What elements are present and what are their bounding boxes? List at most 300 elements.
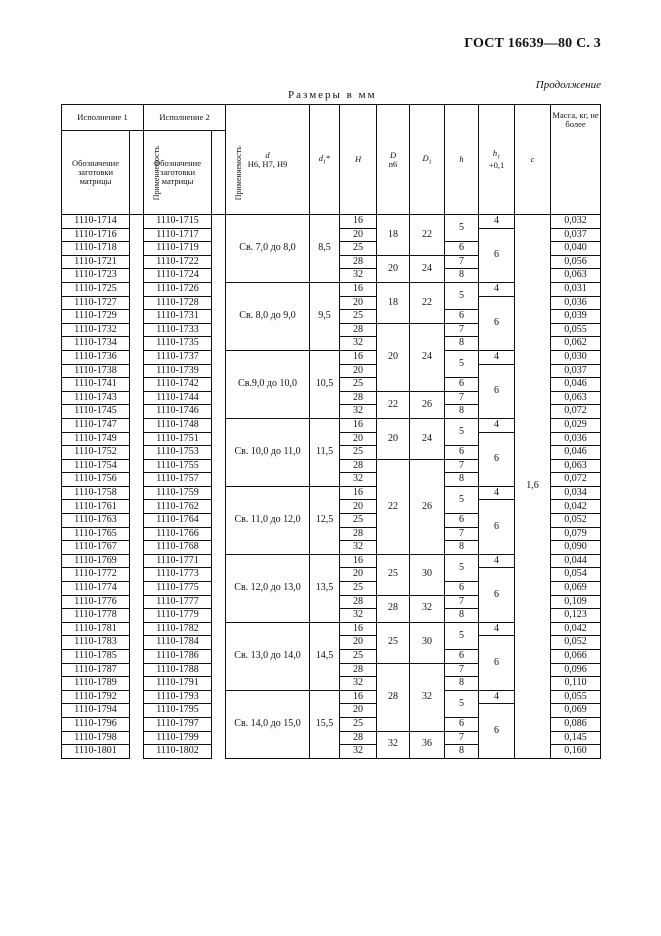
d1-value-cell: 9,5 bbox=[310, 282, 340, 350]
h-value-cell: 6 bbox=[445, 378, 479, 392]
h-value-cell: 8 bbox=[445, 473, 479, 487]
primenyaemost-2-cell bbox=[212, 677, 226, 691]
primenyaemost-1-cell bbox=[130, 269, 144, 283]
H-value-cell: 16 bbox=[340, 554, 377, 568]
primenyaemost-1-cell bbox=[130, 310, 144, 324]
mass-value-cell: 0,096 bbox=[551, 663, 601, 677]
h-value-cell: 5 bbox=[445, 690, 479, 717]
H-value-cell: 16 bbox=[340, 215, 377, 229]
H-value-cell: 20 bbox=[340, 500, 377, 514]
primenyaemost-1-cell bbox=[130, 731, 144, 745]
primenyaemost-1-cell bbox=[130, 473, 144, 487]
d-range-cell: Св. 10,0 до 11,0 bbox=[226, 418, 310, 486]
primenyaemost-2-cell bbox=[212, 663, 226, 677]
H-value-cell: 28 bbox=[340, 391, 377, 405]
oboznachenie-1-cell: 1110-1725 bbox=[62, 282, 130, 296]
mass-value-cell: 0,054 bbox=[551, 568, 601, 582]
oboznachenie-1-cell: 1110-1792 bbox=[62, 690, 130, 704]
mass-value-cell: 0,046 bbox=[551, 378, 601, 392]
primenyaemost-2-cell bbox=[212, 568, 226, 582]
mass-value-cell: 0,052 bbox=[551, 514, 601, 528]
D1-value-cell: 32 bbox=[410, 663, 445, 731]
H-value-cell: 16 bbox=[340, 350, 377, 364]
H-value-cell: 32 bbox=[340, 541, 377, 555]
primenyaemost-1-cell bbox=[130, 215, 144, 229]
col-ispolnenie-1: Исполнение 1 bbox=[62, 105, 144, 131]
H-value-cell: 16 bbox=[340, 622, 377, 636]
H-value-cell: 32 bbox=[340, 473, 377, 487]
oboznachenie-2-cell: 1110-1786 bbox=[144, 650, 212, 664]
mass-value-cell: 0,036 bbox=[551, 296, 601, 310]
col-d-symbol: d bbox=[265, 149, 270, 160]
oboznachenie-2-cell: 1110-1799 bbox=[144, 731, 212, 745]
H-value-cell: 28 bbox=[340, 527, 377, 541]
col-mass: Масса, кг, не более bbox=[551, 105, 601, 215]
D-value-cell: 25 bbox=[377, 554, 410, 595]
mass-value-cell: 0,044 bbox=[551, 554, 601, 568]
mass-value-cell: 0,109 bbox=[551, 595, 601, 609]
d-range-cell: Св. 7,0 до 8,0 bbox=[226, 215, 310, 283]
H-value-cell: 28 bbox=[340, 731, 377, 745]
H-value-cell: 16 bbox=[340, 282, 377, 296]
primenyaemost-2-cell bbox=[212, 486, 226, 500]
primenyaemost-1-cell bbox=[130, 323, 144, 337]
oboznachenie-2-cell: 1110-1757 bbox=[144, 473, 212, 487]
oboznachenie-2-cell: 1110-1788 bbox=[144, 663, 212, 677]
oboznachenie-2-cell: 1110-1768 bbox=[144, 541, 212, 555]
primenyaemost-1-cell bbox=[130, 228, 144, 242]
h-value-cell: 7 bbox=[445, 323, 479, 337]
H-value-cell: 25 bbox=[340, 514, 377, 528]
primenyaemost-2-cell bbox=[212, 405, 226, 419]
h-value-cell: 8 bbox=[445, 609, 479, 623]
oboznachenie-2-cell: 1110-1784 bbox=[144, 636, 212, 650]
mass-value-cell: 0,069 bbox=[551, 582, 601, 596]
oboznachenie-1-cell: 1110-1763 bbox=[62, 514, 130, 528]
oboznachenie-2-cell: 1110-1802 bbox=[144, 745, 212, 759]
primenyaemost-1-cell bbox=[130, 432, 144, 446]
mass-value-cell: 0,046 bbox=[551, 446, 601, 460]
mass-value-cell: 0,079 bbox=[551, 527, 601, 541]
oboznachenie-2-cell: 1110-1722 bbox=[144, 255, 212, 269]
primenyaemost-2-cell bbox=[212, 650, 226, 664]
oboznachenie-2-cell: 1110-1739 bbox=[144, 364, 212, 378]
mass-value-cell: 0,072 bbox=[551, 405, 601, 419]
h-value-cell: 6 bbox=[445, 446, 479, 460]
col-D-symbol: D bbox=[389, 149, 397, 160]
h-value-cell: 5 bbox=[445, 622, 479, 649]
primenyaemost-2-cell bbox=[212, 622, 226, 636]
col-D1-index: 1 bbox=[428, 159, 432, 166]
oboznachenie-2-cell: 1110-1795 bbox=[144, 704, 212, 718]
D1-value-cell: 26 bbox=[410, 459, 445, 554]
D-value-cell: 18 bbox=[377, 282, 410, 323]
h1-value-cell: 4 bbox=[479, 282, 515, 296]
table-body bbox=[62, 215, 601, 759]
primenyaemost-2-cell bbox=[212, 323, 226, 337]
primenyaemost-2-cell bbox=[212, 704, 226, 718]
h-value-cell: 6 bbox=[445, 310, 479, 324]
primenyaemost-2-cell bbox=[212, 514, 226, 528]
primenyaemost-1-cell bbox=[130, 663, 144, 677]
d1-value-cell: 14,5 bbox=[310, 622, 340, 690]
primenyaemost-2-cell bbox=[212, 473, 226, 487]
h1-value-cell: 4 bbox=[479, 350, 515, 364]
primenyaemost-2-cell bbox=[212, 446, 226, 460]
D-value-cell: 18 bbox=[377, 215, 410, 256]
mass-value-cell: 0,063 bbox=[551, 269, 601, 283]
H-value-cell: 16 bbox=[340, 486, 377, 500]
h1-value-cell: 6 bbox=[479, 364, 515, 418]
h1-value-cell: 6 bbox=[479, 568, 515, 622]
H-value-cell: 20 bbox=[340, 296, 377, 310]
oboznachenie-2-cell: 1110-1775 bbox=[144, 582, 212, 596]
H-value-cell: 20 bbox=[340, 636, 377, 650]
oboznachenie-2-cell: 1110-1715 bbox=[144, 215, 212, 229]
col-h1 bbox=[479, 105, 515, 215]
primenyaemost-1-cell bbox=[130, 717, 144, 731]
D-value-cell: 20 bbox=[377, 323, 410, 391]
primenyaemost-2-cell bbox=[212, 242, 226, 256]
h-value-cell: 8 bbox=[445, 745, 479, 759]
primenyaemost-1-cell bbox=[130, 282, 144, 296]
mass-value-cell: 0,123 bbox=[551, 609, 601, 623]
sizes-caption: Размеры в мм bbox=[288, 89, 377, 101]
oboznachenie-1-cell: 1110-1781 bbox=[62, 622, 130, 636]
D-value-cell: 28 bbox=[377, 663, 410, 731]
D-value-cell: 25 bbox=[377, 622, 410, 663]
oboznachenie-1-cell: 1110-1785 bbox=[62, 650, 130, 664]
h-value-cell: 6 bbox=[445, 514, 479, 528]
mass-value-cell: 0,069 bbox=[551, 704, 601, 718]
col-ispolnenie-2: Исполнение 2 bbox=[144, 105, 226, 131]
h-value-cell: 7 bbox=[445, 255, 479, 269]
oboznachenie-1-cell: 1110-1747 bbox=[62, 418, 130, 432]
mass-value-cell: 0,090 bbox=[551, 541, 601, 555]
oboznachenie-2-cell: 1110-1742 bbox=[144, 378, 212, 392]
D1-value-cell: 32 bbox=[410, 595, 445, 622]
primenyaemost-2-cell bbox=[212, 296, 226, 310]
oboznachenie-1-cell: 1110-1732 bbox=[62, 323, 130, 337]
H-value-cell: 25 bbox=[340, 717, 377, 731]
primenyaemost-1-cell bbox=[130, 582, 144, 596]
primenyaemost-1-cell bbox=[130, 541, 144, 555]
d-range-cell: Св.9,0 до 10,0 bbox=[226, 350, 310, 418]
H-value-cell: 20 bbox=[340, 568, 377, 582]
primenyaemost-1-cell bbox=[130, 486, 144, 500]
D-value-cell: 32 bbox=[377, 731, 410, 758]
primenyaemost-2-cell bbox=[212, 269, 226, 283]
oboznachenie-1-cell: 1110-1738 bbox=[62, 364, 130, 378]
oboznachenie-1-cell: 1110-1716 bbox=[62, 228, 130, 242]
primenyaemost-2-cell bbox=[212, 337, 226, 351]
primenyaemost-1-cell bbox=[130, 690, 144, 704]
H-value-cell: 28 bbox=[340, 595, 377, 609]
h-value-cell: 5 bbox=[445, 350, 479, 377]
mass-value-cell: 0,056 bbox=[551, 255, 601, 269]
primenyaemost-2-cell bbox=[212, 282, 226, 296]
h-value-cell: 7 bbox=[445, 663, 479, 677]
primenyaemost-1-cell bbox=[130, 677, 144, 691]
oboznachenie-2-cell: 1110-1731 bbox=[144, 310, 212, 324]
col-d1-star: * bbox=[326, 152, 331, 163]
oboznachenie-2-cell: 1110-1762 bbox=[144, 500, 212, 514]
H-value-cell: 32 bbox=[340, 677, 377, 691]
D1-value-cell: 30 bbox=[410, 622, 445, 663]
h-value-cell: 7 bbox=[445, 731, 479, 745]
D1-value-cell: 26 bbox=[410, 391, 445, 418]
mass-value-cell: 0,110 bbox=[551, 677, 601, 691]
mass-value-cell: 0,145 bbox=[551, 731, 601, 745]
oboznachenie-1-cell: 1110-1761 bbox=[62, 500, 130, 514]
oboznachenie-1-cell: 1110-1741 bbox=[62, 378, 130, 392]
h-value-cell: 8 bbox=[445, 405, 479, 419]
H-value-cell: 25 bbox=[340, 378, 377, 392]
col-c: c bbox=[515, 105, 551, 215]
d1-value-cell: 13,5 bbox=[310, 554, 340, 622]
mass-value-cell: 0,066 bbox=[551, 650, 601, 664]
mass-value-cell: 0,055 bbox=[551, 323, 601, 337]
h-value-cell: 8 bbox=[445, 269, 479, 283]
primenyaemost-1-cell bbox=[130, 609, 144, 623]
primenyaemost-1-cell bbox=[130, 418, 144, 432]
D-value-cell: 20 bbox=[377, 255, 410, 282]
primenyaemost-1-cell bbox=[130, 459, 144, 473]
H-value-cell: 16 bbox=[340, 418, 377, 432]
mass-value-cell: 0,039 bbox=[551, 310, 601, 324]
oboznachenie-1-cell: 1110-1745 bbox=[62, 405, 130, 419]
oboznachenie-1-cell: 1110-1734 bbox=[62, 337, 130, 351]
primenyaemost-2-cell bbox=[212, 527, 226, 541]
h-value-cell: 7 bbox=[445, 459, 479, 473]
col-primenyaemost-1 bbox=[130, 131, 161, 215]
H-value-cell: 28 bbox=[340, 323, 377, 337]
oboznachenie-2-cell: 1110-1724 bbox=[144, 269, 212, 283]
oboznachenie-1-cell: 1110-1776 bbox=[62, 595, 130, 609]
primenyaemost-1-cell bbox=[130, 378, 144, 392]
primenyaemost-2-cell bbox=[212, 310, 226, 324]
primenyaemost-1-cell bbox=[130, 350, 144, 364]
mass-value-cell: 0,086 bbox=[551, 717, 601, 731]
H-value-cell: 32 bbox=[340, 609, 377, 623]
col-oboznachenie-1: Обозначение заготовки матрицы bbox=[62, 131, 130, 215]
oboznachenie-1-cell: 1110-1769 bbox=[62, 554, 130, 568]
H-value-cell: 28 bbox=[340, 255, 377, 269]
d1-value-cell: 11,5 bbox=[310, 418, 340, 486]
H-value-cell: 16 bbox=[340, 690, 377, 704]
mass-value-cell: 0,042 bbox=[551, 622, 601, 636]
h1-value-cell: 6 bbox=[479, 500, 515, 554]
primenyaemost-1-cell bbox=[130, 500, 144, 514]
D1-value-cell: 36 bbox=[410, 731, 445, 758]
h1-value-cell: 6 bbox=[479, 432, 515, 486]
primenyaemost-1-cell bbox=[130, 255, 144, 269]
d1-value-cell: 8,5 bbox=[310, 215, 340, 283]
col-H: H bbox=[340, 105, 377, 215]
oboznachenie-1-cell: 1110-1718 bbox=[62, 242, 130, 256]
h-value-cell: 8 bbox=[445, 337, 479, 351]
oboznachenie-2-cell: 1110-1733 bbox=[144, 323, 212, 337]
mass-value-cell: 0,034 bbox=[551, 486, 601, 500]
oboznachenie-2-cell: 1110-1751 bbox=[144, 432, 212, 446]
col-d1-symbol: d bbox=[318, 152, 324, 163]
H-value-cell: 32 bbox=[340, 405, 377, 419]
H-value-cell: 25 bbox=[340, 242, 377, 256]
H-value-cell: 25 bbox=[340, 446, 377, 460]
oboznachenie-1-cell: 1110-1758 bbox=[62, 486, 130, 500]
oboznachenie-1-cell: 1110-1754 bbox=[62, 459, 130, 473]
col-h1-symbol: h bbox=[492, 148, 498, 159]
oboznachenie-2-cell: 1110-1791 bbox=[144, 677, 212, 691]
D1-value-cell: 22 bbox=[410, 215, 445, 256]
d1-value-cell: 10,5 bbox=[310, 350, 340, 418]
oboznachenie-2-cell: 1110-1777 bbox=[144, 595, 212, 609]
primenyaemost-1-cell bbox=[130, 595, 144, 609]
primenyaemost-1-cell bbox=[130, 242, 144, 256]
primenyaemost-2-cell bbox=[212, 554, 226, 568]
D-value-cell: 20 bbox=[377, 418, 410, 459]
table-row bbox=[62, 215, 601, 229]
h-value-cell: 8 bbox=[445, 677, 479, 691]
oboznachenie-2-cell: 1110-1744 bbox=[144, 391, 212, 405]
oboznachenie-1-cell: 1110-1772 bbox=[62, 568, 130, 582]
oboznachenie-2-cell: 1110-1737 bbox=[144, 350, 212, 364]
H-value-cell: 25 bbox=[340, 582, 377, 596]
d1-value-cell: 15,5 bbox=[310, 690, 340, 758]
primenyaemost-2-cell bbox=[212, 731, 226, 745]
col-h: h bbox=[445, 105, 479, 215]
oboznachenie-1-cell: 1110-1721 bbox=[62, 255, 130, 269]
oboznachenie-1-cell: 1110-1714 bbox=[62, 215, 130, 229]
primenyaemost-1-cell bbox=[130, 405, 144, 419]
mass-value-cell: 0,032 bbox=[551, 215, 601, 229]
oboznachenie-2-cell: 1110-1728 bbox=[144, 296, 212, 310]
oboznachenie-2-cell: 1110-1753 bbox=[144, 446, 212, 460]
H-value-cell: 20 bbox=[340, 704, 377, 718]
primenyaemost-1-cell bbox=[130, 554, 144, 568]
primenyaemost-1-cell bbox=[130, 745, 144, 759]
oboznachenie-2-cell: 1110-1748 bbox=[144, 418, 212, 432]
primenyaemost-1-cell bbox=[130, 636, 144, 650]
primenyaemost-1-cell bbox=[130, 704, 144, 718]
oboznachenie-2-cell: 1110-1735 bbox=[144, 337, 212, 351]
mass-value-cell: 0,031 bbox=[551, 282, 601, 296]
h1-value-cell: 4 bbox=[479, 690, 515, 704]
col-h1-index: 1 bbox=[497, 154, 501, 161]
d-range-cell: Св. 8,0 до 9,0 bbox=[226, 282, 310, 350]
h-value-cell: 6 bbox=[445, 717, 479, 731]
primenyaemost-1-cell bbox=[130, 568, 144, 582]
col-D-tolerance: n6 bbox=[388, 158, 398, 169]
oboznachenie-2-cell: 1110-1755 bbox=[144, 459, 212, 473]
mass-value-cell: 0,062 bbox=[551, 337, 601, 351]
col-D1-symbol: D bbox=[422, 152, 429, 163]
h1-value-cell: 4 bbox=[479, 418, 515, 432]
d1-value-cell: 12,5 bbox=[310, 486, 340, 554]
mass-value-cell: 0,042 bbox=[551, 500, 601, 514]
primenyaemost-label-2: Применяемость bbox=[233, 145, 243, 201]
D-value-cell: 22 bbox=[377, 391, 410, 418]
h1-value-cell: 4 bbox=[479, 486, 515, 500]
primenyaemost-label-1: Применяемость bbox=[151, 145, 161, 201]
col-oboznachenie-2: Обозначение заготовки матрицы bbox=[144, 131, 212, 215]
oboznachenie-1-cell: 1110-1727 bbox=[62, 296, 130, 310]
mass-value-cell: 0,036 bbox=[551, 432, 601, 446]
dimensions-table bbox=[61, 104, 601, 759]
oboznachenie-1-cell: 1110-1736 bbox=[62, 350, 130, 364]
primenyaemost-2-cell bbox=[212, 636, 226, 650]
mass-value-cell: 0,052 bbox=[551, 636, 601, 650]
primenyaemost-2-cell bbox=[212, 595, 226, 609]
h-value-cell: 7 bbox=[445, 595, 479, 609]
primenyaemost-2-cell bbox=[212, 690, 226, 704]
col-D bbox=[377, 105, 410, 215]
oboznachenie-2-cell: 1110-1782 bbox=[144, 622, 212, 636]
primenyaemost-2-cell bbox=[212, 364, 226, 378]
mass-value-cell: 0,063 bbox=[551, 391, 601, 405]
col-D1 bbox=[410, 105, 445, 215]
oboznachenie-2-cell: 1110-1766 bbox=[144, 527, 212, 541]
oboznachenie-2-cell: 1110-1773 bbox=[144, 568, 212, 582]
mass-value-cell: 0,040 bbox=[551, 242, 601, 256]
h-value-cell: 7 bbox=[445, 391, 479, 405]
primenyaemost-2-cell bbox=[212, 418, 226, 432]
primenyaemost-1-cell bbox=[130, 446, 144, 460]
h-value-cell: 6 bbox=[445, 650, 479, 664]
h-value-cell: 5 bbox=[445, 554, 479, 581]
mass-value-cell: 0,072 bbox=[551, 473, 601, 487]
h-value-cell: 5 bbox=[445, 282, 479, 309]
h1-value-cell: 6 bbox=[479, 228, 515, 282]
mass-value-cell: 0,029 bbox=[551, 418, 601, 432]
primenyaemost-2-cell bbox=[212, 432, 226, 446]
c-value-cell: 1,6 bbox=[515, 215, 551, 759]
d-range-cell: Св. 13,0 до 14,0 bbox=[226, 622, 310, 690]
oboznachenie-1-cell: 1110-1789 bbox=[62, 677, 130, 691]
primenyaemost-2-cell bbox=[212, 255, 226, 269]
d-range-cell: Св. 14,0 до 15,0 bbox=[226, 690, 310, 758]
oboznachenie-2-cell: 1110-1771 bbox=[144, 554, 212, 568]
col-primenyaemost-2 bbox=[212, 131, 243, 215]
H-value-cell: 20 bbox=[340, 364, 377, 378]
H-value-cell: 28 bbox=[340, 459, 377, 473]
D1-value-cell: 22 bbox=[410, 282, 445, 323]
H-value-cell: 32 bbox=[340, 337, 377, 351]
h-value-cell: 6 bbox=[445, 582, 479, 596]
H-value-cell: 32 bbox=[340, 269, 377, 283]
col-d1 bbox=[310, 105, 340, 215]
oboznachenie-1-cell: 1110-1783 bbox=[62, 636, 130, 650]
oboznachenie-2-cell: 1110-1746 bbox=[144, 405, 212, 419]
oboznachenie-1-cell: 1110-1749 bbox=[62, 432, 130, 446]
mass-value-cell: 0,037 bbox=[551, 364, 601, 378]
primenyaemost-2-cell bbox=[212, 609, 226, 623]
primenyaemost-2-cell bbox=[212, 350, 226, 364]
oboznachenie-1-cell: 1110-1796 bbox=[62, 717, 130, 731]
oboznachenie-2-cell: 1110-1793 bbox=[144, 690, 212, 704]
D-value-cell: 22 bbox=[377, 459, 410, 554]
oboznachenie-1-cell: 1110-1743 bbox=[62, 391, 130, 405]
h-value-cell: 6 bbox=[445, 242, 479, 256]
oboznachenie-1-cell: 1110-1798 bbox=[62, 731, 130, 745]
D1-value-cell: 24 bbox=[410, 418, 445, 459]
primenyaemost-1-cell bbox=[130, 337, 144, 351]
primenyaemost-2-cell bbox=[212, 500, 226, 514]
oboznachenie-2-cell: 1110-1779 bbox=[144, 609, 212, 623]
h-value-cell: 5 bbox=[445, 486, 479, 513]
primenyaemost-2-cell bbox=[212, 541, 226, 555]
d-range-cell: Св. 12,0 до 13,0 bbox=[226, 554, 310, 622]
